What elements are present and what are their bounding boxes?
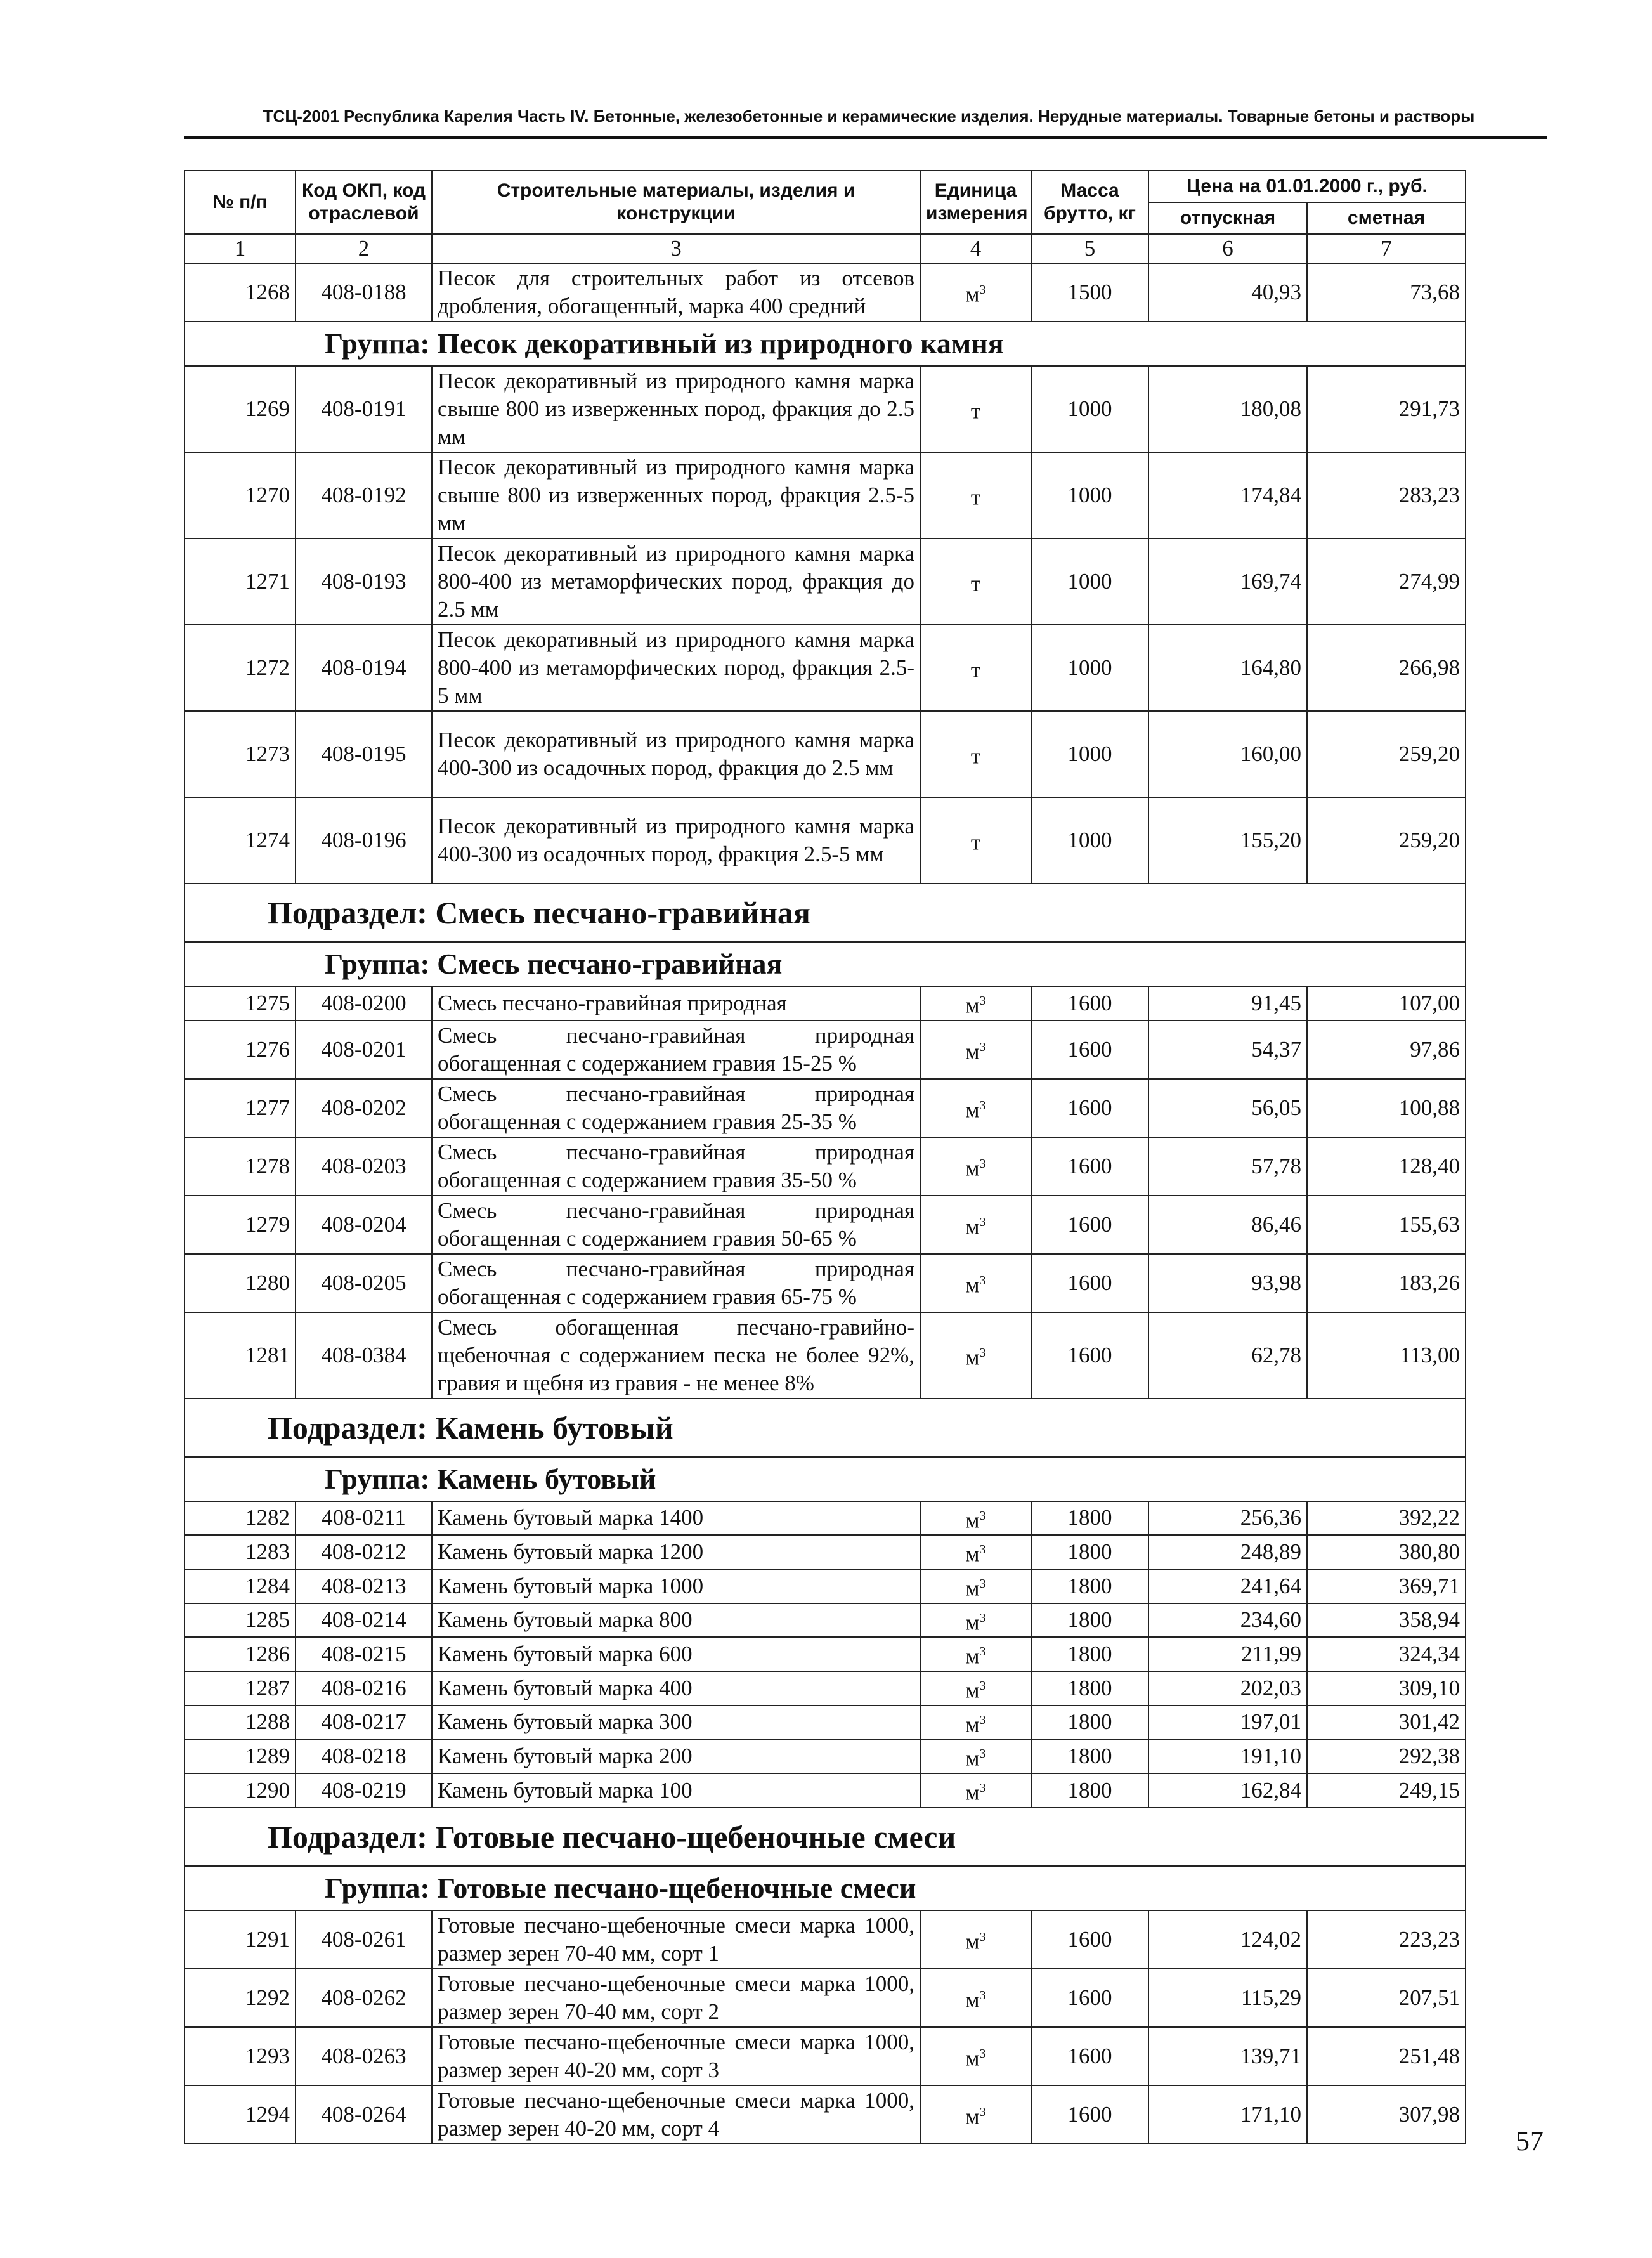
estimate-price: 266,98 [1307,625,1466,711]
unit-exponent: 3 [979,994,986,1008]
estimate-price: 249,15 [1307,1773,1466,1808]
estimate-price: 369,71 [1307,1569,1466,1603]
unit-of-measure [920,1312,1031,1399]
table-row [185,1254,1466,1312]
okp-code: 408-0219 [296,1773,432,1808]
unit-exponent: 3 [979,1929,986,1944]
wholesale-price: 197,01 [1148,1706,1307,1740]
unit-of-measure [920,1773,1031,1808]
table-row [185,1501,1466,1536]
unit-of-measure [920,1021,1031,1079]
unit-label: м [965,282,980,307]
okp-code: 408-0203 [296,1137,432,1196]
gross-mass: 1600 [1031,1079,1148,1137]
group-heading-row [185,322,1466,366]
estimate-price: 291,73 [1307,366,1466,452]
row-number: 1285 [185,1603,296,1638]
table-row [185,1773,1466,1808]
unit-of-measure [920,625,1031,711]
material-name: Камень бутовый марка 200 [432,1739,920,1773]
okp-code: 408-0211 [296,1501,432,1536]
unit-exponent: 3 [979,1747,986,1761]
wholesale-price: 180,08 [1148,366,1307,452]
unit-label: т [970,743,981,769]
unit-of-measure [920,711,1031,797]
unit-label: м [965,1712,980,1737]
group-heading: Группа: Песок декоративный из природного камня [185,322,1466,366]
unit-label: м [965,1987,980,2013]
wholesale-price: 62,78 [1148,1312,1307,1399]
row-number: 1288 [185,1706,296,1740]
unit-exponent: 3 [979,1345,986,1360]
unit-label: м [965,993,980,1018]
gross-mass: 1600 [1031,2027,1148,2085]
okp-code: 408-0193 [296,538,432,625]
row-number: 1286 [185,1637,296,1671]
unit-label: м [965,1643,980,1669]
gross-mass: 1600 [1031,1137,1148,1196]
gross-mass: 1000 [1031,366,1148,452]
unit-label: т [970,571,981,596]
unit-of-measure [920,1535,1031,1569]
wholesale-price: 124,02 [1148,1910,1307,1969]
gross-mass: 1800 [1031,1739,1148,1773]
table-row [185,797,1466,884]
table-row [185,1079,1466,1137]
row-number: 1269 [185,366,296,452]
okp-code: 408-0215 [296,1637,432,1671]
column-number: 2 [296,234,432,263]
table-row [185,538,1466,625]
okp-code: 408-0188 [296,263,432,322]
unit-label: м [965,1780,980,1805]
row-number: 1291 [185,1910,296,1969]
estimate-price: 392,22 [1307,1501,1466,1536]
col-header-mass: Масса брутто, кг [1031,171,1148,234]
column-number: 7 [1307,234,1466,263]
material-name: Камень бутовый марка 400 [432,1671,920,1706]
estimate-price: 100,88 [1307,1079,1466,1137]
estimate-price: 183,26 [1307,1254,1466,1312]
row-number: 1287 [185,1671,296,1706]
material-name: Камень бутовый марка 1400 [432,1501,920,1536]
gross-mass: 1800 [1031,1637,1148,1671]
material-name: Смесь песчано-гравийная природная обогащенная с содержанием гравия 15-25 % [432,1021,920,1079]
wholesale-price: 93,98 [1148,1254,1307,1312]
table-row [185,711,1466,797]
material-name: Смесь песчано-гравийная природная обогащенная с содержанием гравия 35-50 % [432,1137,920,1196]
table-row [185,1603,1466,1638]
table-row [185,1739,1466,1773]
gross-mass: 1600 [1031,1312,1148,1399]
okp-code: 408-0213 [296,1569,432,1603]
unit-label: т [970,657,981,682]
okp-code: 408-0200 [296,986,432,1021]
material-name: Готовые песчано-щебеночные смеси марка 1000, размер зерен 70-40 мм, сорт 1 [432,1910,920,1969]
unit-exponent: 3 [979,1988,986,2002]
material-name: Камень бутовый марка 600 [432,1637,920,1671]
unit-exponent: 3 [979,1645,986,1659]
material-name: Песок декоративный из природного камня марка свыше 800 из изверженных пород, фракция до 2.5 мм [432,366,920,452]
wholesale-price: 256,36 [1148,1501,1307,1536]
gross-mass: 1800 [1031,1773,1148,1808]
table-row [185,1969,1466,2027]
wholesale-price: 191,10 [1148,1739,1307,1773]
row-number: 1293 [185,2027,296,2085]
row-number: 1276 [185,1021,296,1079]
wholesale-price: 174,84 [1148,452,1307,538]
okp-code: 408-0205 [296,1254,432,1312]
okp-code: 408-0214 [296,1603,432,1638]
group-heading-row [185,942,1466,986]
page-number: 57 [1516,2125,1544,2157]
unit-of-measure [920,366,1031,452]
unit-label: т [970,830,981,855]
wholesale-price: 202,03 [1148,1671,1307,1706]
estimate-price: 155,63 [1307,1196,1466,1254]
table-row [185,1196,1466,1254]
unit-of-measure [920,1569,1031,1603]
row-number: 1275 [185,986,296,1021]
unit-of-measure [920,538,1031,625]
material-name: Камень бутовый марка 100 [432,1773,920,1808]
gross-mass: 1000 [1031,711,1148,797]
row-number: 1292 [185,1969,296,2027]
row-number: 1273 [185,711,296,797]
gross-mass: 1800 [1031,1501,1148,1536]
gross-mass: 1800 [1031,1603,1148,1638]
col-header-name: Строительные материалы, изделия и конструкции [432,171,920,234]
unit-exponent: 3 [979,1780,986,1795]
wholesale-price: 169,74 [1148,538,1307,625]
estimate-price: 251,48 [1307,2027,1466,2085]
subsection-heading-row [185,1399,1466,1457]
material-name: Песок декоративный из природного камня марка свыше 800 из изверженных пород, фракция 2.5-5 мм [432,452,920,538]
column-number: 6 [1148,234,1307,263]
header-rule [184,136,1547,139]
estimate-price: 307,98 [1307,2085,1466,2144]
wholesale-price: 115,29 [1148,1969,1307,2027]
wholesale-price: 234,60 [1148,1603,1307,1638]
unit-exponent: 3 [979,1040,986,1054]
material-name: Камень бутовый марка 1200 [432,1535,920,1569]
row-number: 1270 [185,452,296,538]
wholesale-price: 57,78 [1148,1137,1307,1196]
gross-mass: 1800 [1031,1671,1148,1706]
col-header-unit: Единица измерения [920,171,1031,234]
wholesale-price: 241,64 [1148,1569,1307,1603]
estimate-price: 324,34 [1307,1637,1466,1671]
gross-mass: 1600 [1031,1254,1148,1312]
unit-exponent: 3 [979,1273,986,1288]
material-name: Смесь песчано-гравийная природная [432,986,920,1021]
unit-of-measure [920,1739,1031,1773]
unit-of-measure [920,1137,1031,1196]
unit-exponent: 3 [979,1098,986,1113]
unit-of-measure [920,2027,1031,2085]
gross-mass: 1600 [1031,2085,1148,2144]
wholesale-price: 155,20 [1148,797,1307,884]
wholesale-price: 164,80 [1148,625,1307,711]
unit-label: м [965,1214,980,1239]
material-name: Песок для строительных работ из отсевов дробления, обогащенный, марка 400 средний [432,263,920,322]
material-name: Песок декоративный из природного камня марка 800-400 из метаморфических пород, фракция 2.5-5 мм [432,625,920,711]
group-heading-row [185,1866,1466,1910]
price-table [184,170,1466,2144]
table-row [185,1637,1466,1671]
column-number: 5 [1031,234,1148,263]
okp-code: 408-0216 [296,1671,432,1706]
okp-code: 408-0204 [296,1196,432,1254]
running-header: ТСЦ-2001 Республика Карелия Часть IV. Бетонные, железобетонные и керамические изделия. Нерудные материалы. Товарные бетоны и растворы [263,107,1475,126]
unit-of-measure [920,1706,1031,1740]
unit-exponent: 3 [979,1215,986,1229]
unit-label: м [965,1678,980,1703]
okp-code: 408-0202 [296,1079,432,1137]
table-row [185,1137,1466,1196]
row-number: 1290 [185,1773,296,1808]
unit-label: м [965,1508,980,1533]
row-number: 1283 [185,1535,296,1569]
table-row [185,1671,1466,1706]
gross-mass: 1600 [1031,1021,1148,1079]
okp-code: 408-0212 [296,1535,432,1569]
table-row [185,2027,1466,2085]
estimate-price: 309,10 [1307,1671,1466,1706]
unit-label: м [965,2104,980,2129]
okp-code: 408-0261 [296,1910,432,1969]
group-heading: Группа: Смесь песчано-гравийная [185,942,1466,986]
table-row [185,986,1466,1021]
unit-exponent: 3 [979,1543,986,1557]
wholesale-price: 56,05 [1148,1079,1307,1137]
unit-label: м [965,1929,980,1954]
okp-code: 408-0264 [296,2085,432,2144]
group-heading-row [185,1457,1466,1501]
unit-label: м [965,2046,980,2071]
unit-exponent: 3 [979,1610,986,1625]
col-header-okp: Код ОКП, код отраслевой [296,171,432,234]
okp-code: 408-0201 [296,1021,432,1079]
wholesale-price: 91,45 [1148,986,1307,1021]
okp-code: 408-0262 [296,1969,432,2027]
column-number: 1 [185,234,296,263]
row-number: 1268 [185,263,296,322]
col-header-price: Цена на 01.01.2000 г., руб. [1148,171,1466,202]
unit-exponent: 3 [979,2105,986,2119]
estimate-price: 283,23 [1307,452,1466,538]
gross-mass: 1000 [1031,538,1148,625]
subsection-heading: Подраздел: Смесь песчано-гравийная [185,884,1466,942]
table-row [185,1569,1466,1603]
unit-exponent: 3 [979,1508,986,1523]
estimate-price: 223,23 [1307,1910,1466,1969]
material-name: Песок декоративный из природного камня марка 800-400 из метаморфических пород, фракция до 2.5 мм [432,538,920,625]
unit-exponent: 3 [979,1678,986,1693]
material-name: Готовые песчано-щебеночные смеси марка 1000, размер зерен 40-20 мм, сорт 3 [432,2027,920,2085]
unit-of-measure [920,1079,1031,1137]
okp-code: 408-0191 [296,366,432,452]
okp-code: 408-0196 [296,797,432,884]
unit-label: т [970,485,981,510]
gross-mass: 1800 [1031,1535,1148,1569]
gross-mass: 1600 [1031,1910,1148,1969]
unit-of-measure [920,797,1031,884]
gross-mass: 1500 [1031,263,1148,322]
row-number: 1281 [185,1312,296,1399]
unit-of-measure [920,1254,1031,1312]
gross-mass: 1000 [1031,452,1148,538]
table-row [185,263,1466,322]
row-number: 1289 [185,1739,296,1773]
unit-of-measure [920,986,1031,1021]
okp-code: 408-0384 [296,1312,432,1399]
material-name: Смесь песчано-гравийная природная обогащенная с содержанием гравия 50-65 % [432,1196,920,1254]
unit-exponent: 3 [979,2046,986,2061]
okp-code: 408-0192 [296,452,432,538]
estimate-price: 301,42 [1307,1706,1466,1740]
col-header-num: № п/п [185,171,296,234]
unit-of-measure [920,1969,1031,2027]
unit-of-measure [920,2085,1031,2144]
unit-of-measure [920,452,1031,538]
group-heading: Группа: Готовые песчано-щебеночные смеси [185,1866,1466,1910]
material-name: Песок декоративный из природного камня марка 400-300 из осадочных пород, фракция до 2.5 мм [432,711,920,797]
okp-code: 408-0194 [296,625,432,711]
table-row [185,1535,1466,1569]
unit-of-measure [920,263,1031,322]
col-header-wholesale: отпускная [1148,202,1307,234]
row-number: 1278 [185,1137,296,1196]
unit-label: м [965,1097,980,1123]
material-name: Камень бутовый марка 800 [432,1603,920,1638]
material-name: Смесь песчано-гравийная природная обогащенная с содержанием гравия 25-35 % [432,1079,920,1137]
table-row [185,625,1466,711]
gross-mass: 1000 [1031,797,1148,884]
wholesale-price: 139,71 [1148,2027,1307,2085]
table-row [185,1910,1466,1969]
subsection-heading: Подраздел: Готовые песчано-щебеночные смеси [185,1808,1466,1866]
material-name: Готовые песчано-щебеночные смеси марка 1000, размер зерен 70-40 мм, сорт 2 [432,1969,920,2027]
price-table-body [185,234,1466,2144]
estimate-price: 380,80 [1307,1535,1466,1569]
estimate-price: 107,00 [1307,986,1466,1021]
col-header-estimate: сметная [1307,202,1466,234]
estimate-price: 274,99 [1307,538,1466,625]
table-row [185,366,1466,452]
unit-label: м [965,1156,980,1181]
unit-label: м [965,1039,980,1064]
estimate-price: 73,68 [1307,263,1466,322]
okp-code: 408-0195 [296,711,432,797]
table-row [185,1021,1466,1079]
material-name: Камень бутовый марка 1000 [432,1569,920,1603]
row-number: 1274 [185,797,296,884]
unit-label: м [965,1576,980,1601]
material-name: Готовые песчано-щебеночные смеси марка 1000, размер зерен 40-20 мм, сорт 4 [432,2085,920,2144]
row-number: 1272 [185,625,296,711]
wholesale-price: 40,93 [1148,263,1307,322]
estimate-price: 207,51 [1307,1969,1466,2027]
unit-exponent: 3 [979,1713,986,1727]
table-row [185,2085,1466,2144]
material-name: Песок декоративный из природного камня марка 400-300 из осадочных пород, фракция 2.5-5 мм [432,797,920,884]
estimate-price: 259,20 [1307,711,1466,797]
unit-of-measure [920,1603,1031,1638]
wholesale-price: 248,89 [1148,1535,1307,1569]
column-number: 4 [920,234,1031,263]
unit-of-measure [920,1501,1031,1536]
okp-code: 408-0218 [296,1739,432,1773]
estimate-price: 292,38 [1307,1739,1466,1773]
wholesale-price: 211,99 [1148,1637,1307,1671]
gross-mass: 1000 [1031,625,1148,711]
row-number: 1280 [185,1254,296,1312]
okp-code: 408-0263 [296,2027,432,2085]
subsection-heading-row [185,1808,1466,1866]
unit-label: м [965,1746,980,1771]
subsection-heading: Подраздел: Камень бутовый [185,1399,1466,1457]
estimate-price: 97,86 [1307,1021,1466,1079]
unit-label: м [965,1272,980,1298]
subsection-heading-row [185,884,1466,942]
gross-mass: 1800 [1031,1706,1148,1740]
okp-code: 408-0217 [296,1706,432,1740]
row-number: 1271 [185,538,296,625]
row-number: 1284 [185,1569,296,1603]
table-row [185,1312,1466,1399]
row-number: 1282 [185,1501,296,1536]
material-name: Смесь песчано-гравийная природная обогащенная с содержанием гравия 65-75 % [432,1254,920,1312]
estimate-price: 113,00 [1307,1312,1466,1399]
wholesale-price: 171,10 [1148,2085,1307,2144]
estimate-price: 358,94 [1307,1603,1466,1638]
column-number: 3 [432,234,920,263]
table-row [185,1706,1466,1740]
wholesale-price: 86,46 [1148,1196,1307,1254]
group-heading: Группа: Камень бутовый [185,1457,1466,1501]
unit-label: м [965,1610,980,1635]
table-row [185,452,1466,538]
row-number: 1294 [185,2085,296,2144]
unit-of-measure [920,1637,1031,1671]
gross-mass: 1600 [1031,1969,1148,2027]
unit-label: м [965,1541,980,1567]
material-name: Камень бутовый марка 300 [432,1706,920,1740]
material-name: Смесь обогащенная песчано-гравийно-щебеночная с содержанием песка не более 92%, гравия и щебня из гравия - не менее 8% [432,1312,920,1399]
unit-exponent: 3 [979,283,986,297]
wholesale-price: 160,00 [1148,711,1307,797]
row-number: 1277 [185,1079,296,1137]
gross-mass: 1800 [1031,1569,1148,1603]
gross-mass: 1600 [1031,986,1148,1021]
unit-label: т [970,398,981,424]
unit-of-measure [920,1910,1031,1969]
gross-mass: 1600 [1031,1196,1148,1254]
wholesale-price: 54,37 [1148,1021,1307,1079]
column-number-row [185,234,1466,263]
unit-label: м [965,1345,980,1370]
unit-of-measure [920,1671,1031,1706]
unit-of-measure [920,1196,1031,1254]
row-number: 1279 [185,1196,296,1254]
estimate-price: 128,40 [1307,1137,1466,1196]
wholesale-price: 162,84 [1148,1773,1307,1808]
unit-exponent: 3 [979,1576,986,1591]
estimate-price: 259,20 [1307,797,1466,884]
unit-exponent: 3 [979,1156,986,1171]
